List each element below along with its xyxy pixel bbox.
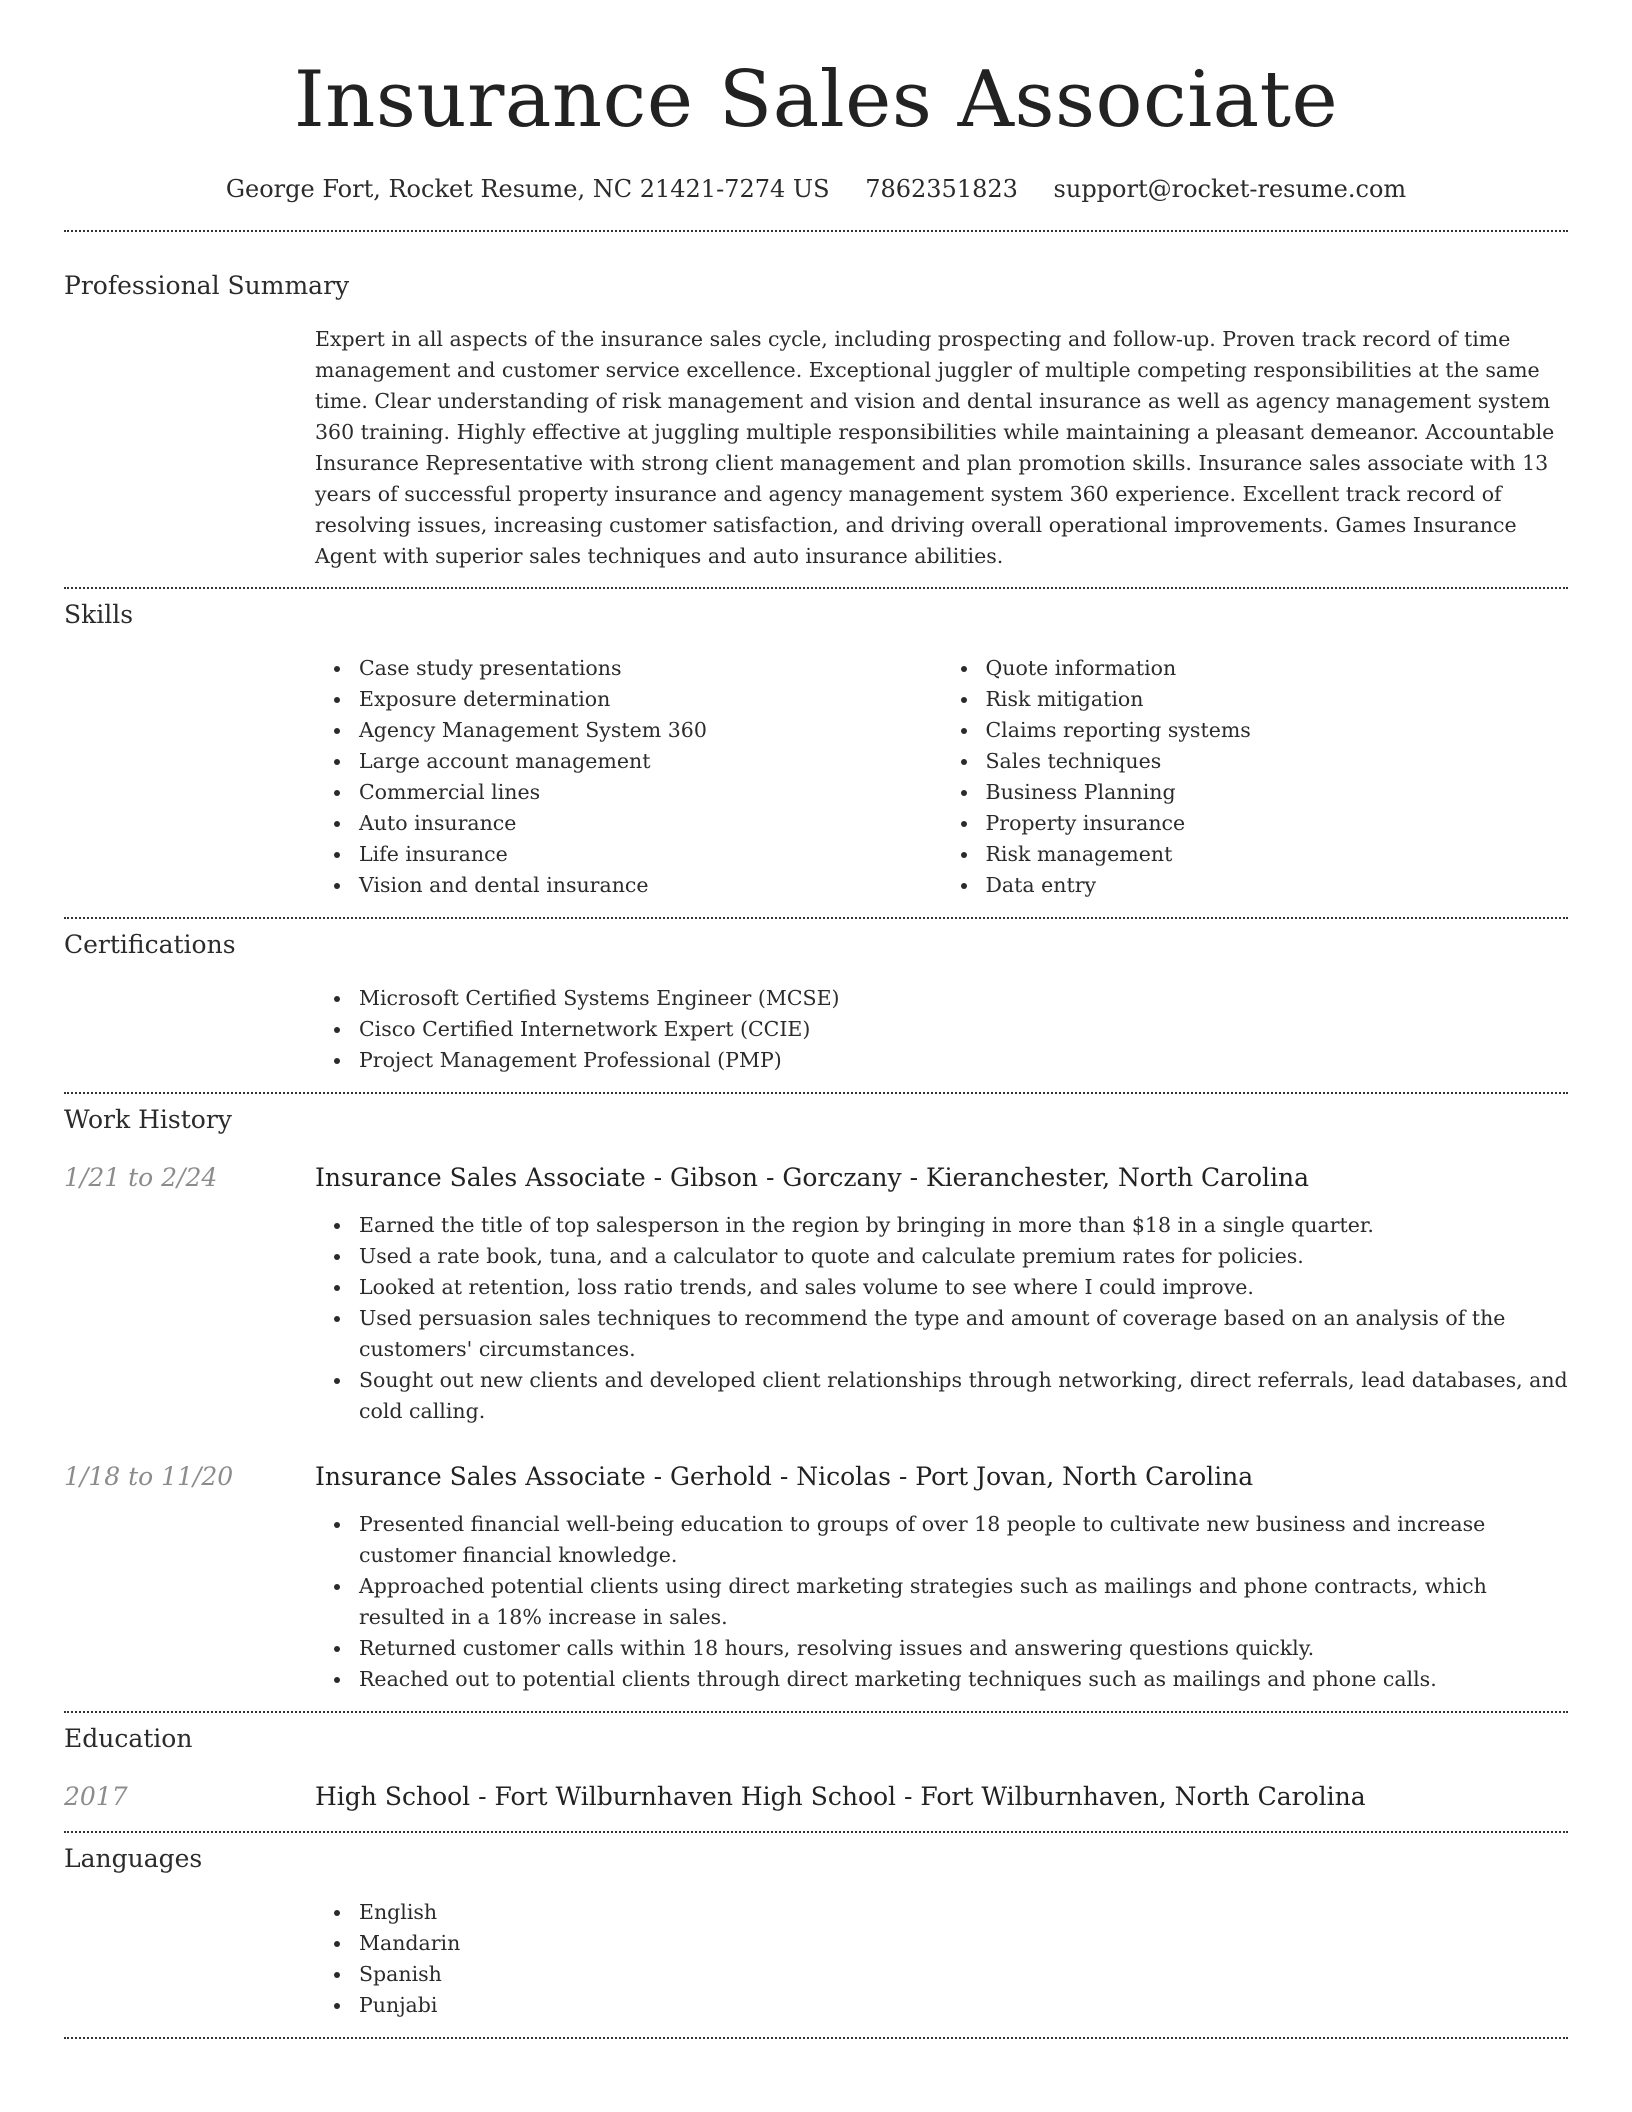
section-divider: [64, 1711, 1568, 1713]
skills-list: [315, 653, 1568, 901]
list-item: Spanish: [359, 1959, 1568, 1990]
list-item: Commercial lines: [359, 777, 942, 808]
section-divider: [64, 230, 1568, 232]
section-divider: [64, 587, 1568, 589]
summary-text: Expert in all aspects of the insurance sales cycle, including prospecting and follow-up. Proven track record of time management and customer service excellence. Exceptional juggler of multiple competing responsibilities at the same time. Clear understanding of risk management and vision and dental insurance as well as agency management system 360 training. Highly effective at juggling multiple responsibilities while maintaining a pleasant demeanor. Accountable Insurance Representative with strong client management and plan promotion skills. Insurance sales associate with 13 years of successful property insurance and agency management system 360 experience. Excellent track record of resolving issues, increasing customer satisfaction, and driving overall operational improvements. Games Insurance Agent with superior sales techniques and auto insurance abilities.: [315, 327, 1555, 568]
summary-heading: Professional Summary: [64, 271, 350, 300]
job-entry: [64, 1461, 1568, 1493]
skills-column-right: [942, 653, 1569, 901]
job-title: Insurance Sales Associate - Gerhold - Nicolas - Port Jovan, North Carolina: [315, 1462, 1254, 1491]
list-item: Used a rate book, tuna, and a calculator to quote and calculate premium rates for policies.: [359, 1241, 1568, 1272]
list-item: Used persuasion sales techniques to recommend the type and amount of coverage based on an analysis of the customers' circumstances.: [359, 1303, 1568, 1365]
section-divider: [64, 917, 1568, 919]
list-item: Earned the title of top salesperson in the region by bringing in more than $18 in a single quarter.: [359, 1210, 1568, 1241]
job-entry: [64, 1162, 1568, 1194]
education-date: 2017: [64, 1782, 128, 1811]
list-item: Punjabi: [359, 1990, 1568, 2021]
list-item: English: [359, 1897, 1568, 1928]
list-item: Returned customer calls within 18 hours, resolving issues and answering questions quickly.: [359, 1633, 1568, 1664]
list-item: Sought out new clients and developed client relationships through networking, direct referrals, lead databases, and cold calling.: [359, 1365, 1568, 1427]
contact-phone: 7862351823: [865, 175, 1018, 203]
list-item: Auto insurance: [359, 808, 942, 839]
contact-line: [64, 174, 1568, 204]
list-item: Data entry: [986, 870, 1569, 901]
job-date: 1/18 to 11/20: [64, 1462, 234, 1491]
languages-heading: Languages: [64, 1844, 203, 1873]
list-item: Mandarin: [359, 1928, 1568, 1959]
education-entry: [64, 1781, 1568, 1813]
list-item: Property insurance: [986, 808, 1569, 839]
list-item: Reached out to potential clients through direct marketing techniques such as mailings and phone calls.: [359, 1664, 1568, 1695]
skills-heading: Skills: [64, 600, 134, 629]
job-bullets: [315, 1509, 1568, 1695]
certifications-heading: Certifications: [64, 930, 236, 959]
contact-email: support@rocket-resume.com: [1053, 175, 1407, 203]
list-item: Quote information: [986, 653, 1569, 684]
job-date: 1/21 to 2/24: [64, 1163, 218, 1192]
list-item: Presented financial well-being education to groups of over 18 people to cultivate new business and increase customer financial knowledge.: [359, 1509, 1568, 1571]
skills-column-left: [315, 653, 942, 901]
list-item: Approached potential clients using direct marketing strategies such as mailings and phone contracts, which resulted in a 18% increase in sales.: [359, 1571, 1568, 1633]
resume-title: Insurance Sales Associate: [293, 55, 1339, 145]
job-title: Insurance Sales Associate - Gibson - Gorczany - Kieranchester, North Carolina: [315, 1163, 1310, 1192]
job-bullets: [315, 1210, 1568, 1427]
list-item: Case study presentations: [359, 653, 942, 684]
list-item: Cisco Certified Internetwork Expert (CCIE): [359, 1014, 1568, 1045]
list-item: Risk management: [986, 839, 1569, 870]
languages-list: [315, 1897, 1568, 2021]
list-item: Sales techniques: [986, 746, 1569, 777]
certifications-list: [315, 983, 1568, 1076]
section-divider: [64, 1831, 1568, 1833]
resume-page: [64, 0, 1568, 2039]
list-item: Vision and dental insurance: [359, 870, 942, 901]
section-divider: [64, 1092, 1568, 1094]
contact-address: George Fort, Rocket Resume, NC 21421-7274 US: [225, 175, 830, 203]
list-item: Exposure determination: [359, 684, 942, 715]
work-history-heading: Work History: [64, 1105, 232, 1134]
list-item: Agency Management System 360: [359, 715, 942, 746]
list-item: Microsoft Certified Systems Engineer (MCSE): [359, 983, 1568, 1014]
education-heading: Education: [64, 1724, 193, 1753]
education-title: High School - Fort Wilburnhaven High School - Fort Wilburnhaven, North Carolina: [315, 1782, 1366, 1811]
list-item: Life insurance: [359, 839, 942, 870]
section-divider: [64, 2037, 1568, 2039]
list-item: Claims reporting systems: [986, 715, 1569, 746]
list-item: Large account management: [359, 746, 942, 777]
list-item: Risk mitigation: [986, 684, 1569, 715]
list-item: Looked at retention, loss ratio trends, and sales volume to see where I could improve.: [359, 1272, 1568, 1303]
list-item: Project Management Professional (PMP): [359, 1045, 1568, 1076]
list-item: Business Planning: [986, 777, 1569, 808]
